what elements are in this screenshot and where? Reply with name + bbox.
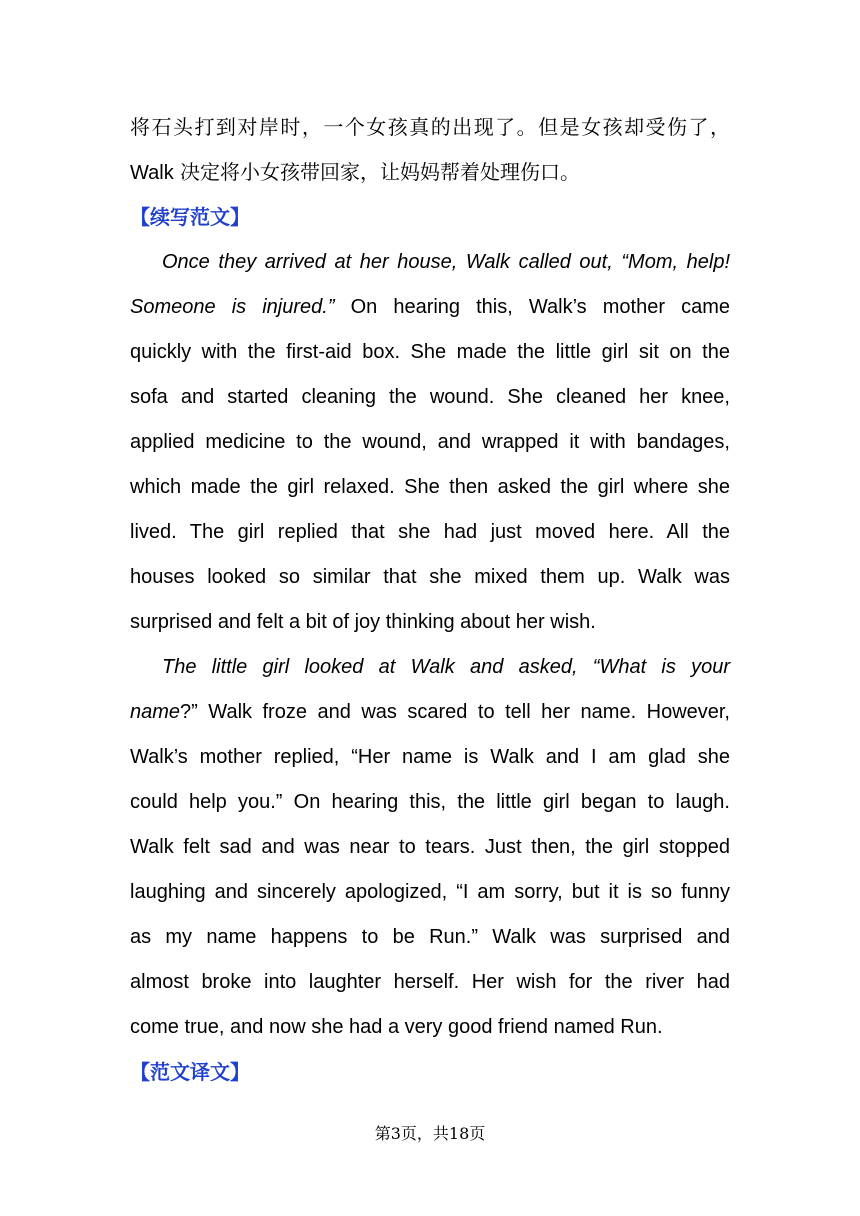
heading-sample-essay: 【续写范文】 xyxy=(130,205,250,229)
para2-line-9: come true, and now she had a very good friend named Run. xyxy=(130,1016,663,1038)
para2-line-5: Walk felt sad and was near to tears. Just then, the girl stopped xyxy=(130,836,730,858)
para1-line-8: houses looked so similar that she mixed them up. Walk was xyxy=(130,566,730,588)
paragraph-1 xyxy=(130,240,730,645)
para1-line-3: quickly with the first-aid box. She made the little girl sit on the xyxy=(130,341,730,363)
page-number-footer: 第3页，共18页 xyxy=(374,1124,486,1143)
para1-line-6: which made the girl relaxed. She then asked the girl where she xyxy=(130,476,730,498)
para2-line-4: could help you.” On hearing this, the little girl began to laugh. xyxy=(130,791,730,813)
para2-line-2-italic: name xyxy=(130,701,181,723)
paragraph-2 xyxy=(130,645,730,1050)
para1-line-9: surprised and felt a bit of joy thinking about her wish. xyxy=(130,611,596,633)
para2-line-6: laughing and sincerely apologized, “I am sorry, but it is so funny xyxy=(130,881,730,903)
para1-line-7: lived. The girl replied that she had just moved here. All the xyxy=(130,521,730,543)
para1-line-2-italic: Someone is injured.” xyxy=(130,296,335,318)
para2-line-1: The little girl looked at Walk and asked, “What is your xyxy=(162,656,730,678)
heading-translation: 【范文译文】 xyxy=(130,1060,250,1084)
para1-line-4: sofa and started cleaning the wound. She cleaned her knee, xyxy=(130,386,730,408)
document-body xyxy=(130,105,730,1095)
para1-line-1: Once they arrived at her house, Walk called out, “Mom, help! xyxy=(162,251,730,273)
intro-line-1: 将石头打到对岸时，一个女孩真的出现了。但是女孩却受伤了， xyxy=(130,115,730,139)
para2-line-8: almost broke into laughter herself. Her wish for the river had xyxy=(130,971,730,993)
para2-line-7: as my name happens to be Run.” Walk was surprised and xyxy=(130,926,730,948)
walk-name: Walk xyxy=(130,162,174,184)
intro-line-2 xyxy=(130,150,730,195)
para1-line-2 xyxy=(130,285,730,330)
para1-line-2-text: On hearing this, Walk’s mother came xyxy=(334,296,730,318)
para2-line-3: Walk’s mother replied, “Her name is Walk and I am glad she xyxy=(130,746,730,768)
para2-line-2-text: ?” Walk froze and was scared to tell her name. However, xyxy=(180,701,730,723)
para1-line-5: applied medicine to the wound, and wrapped it with bandages, xyxy=(130,431,730,453)
intro-line-2-text: 决定将小女孩带回家，让妈妈帮着处理伤口。 xyxy=(173,160,581,184)
para2-line-2 xyxy=(130,690,730,735)
